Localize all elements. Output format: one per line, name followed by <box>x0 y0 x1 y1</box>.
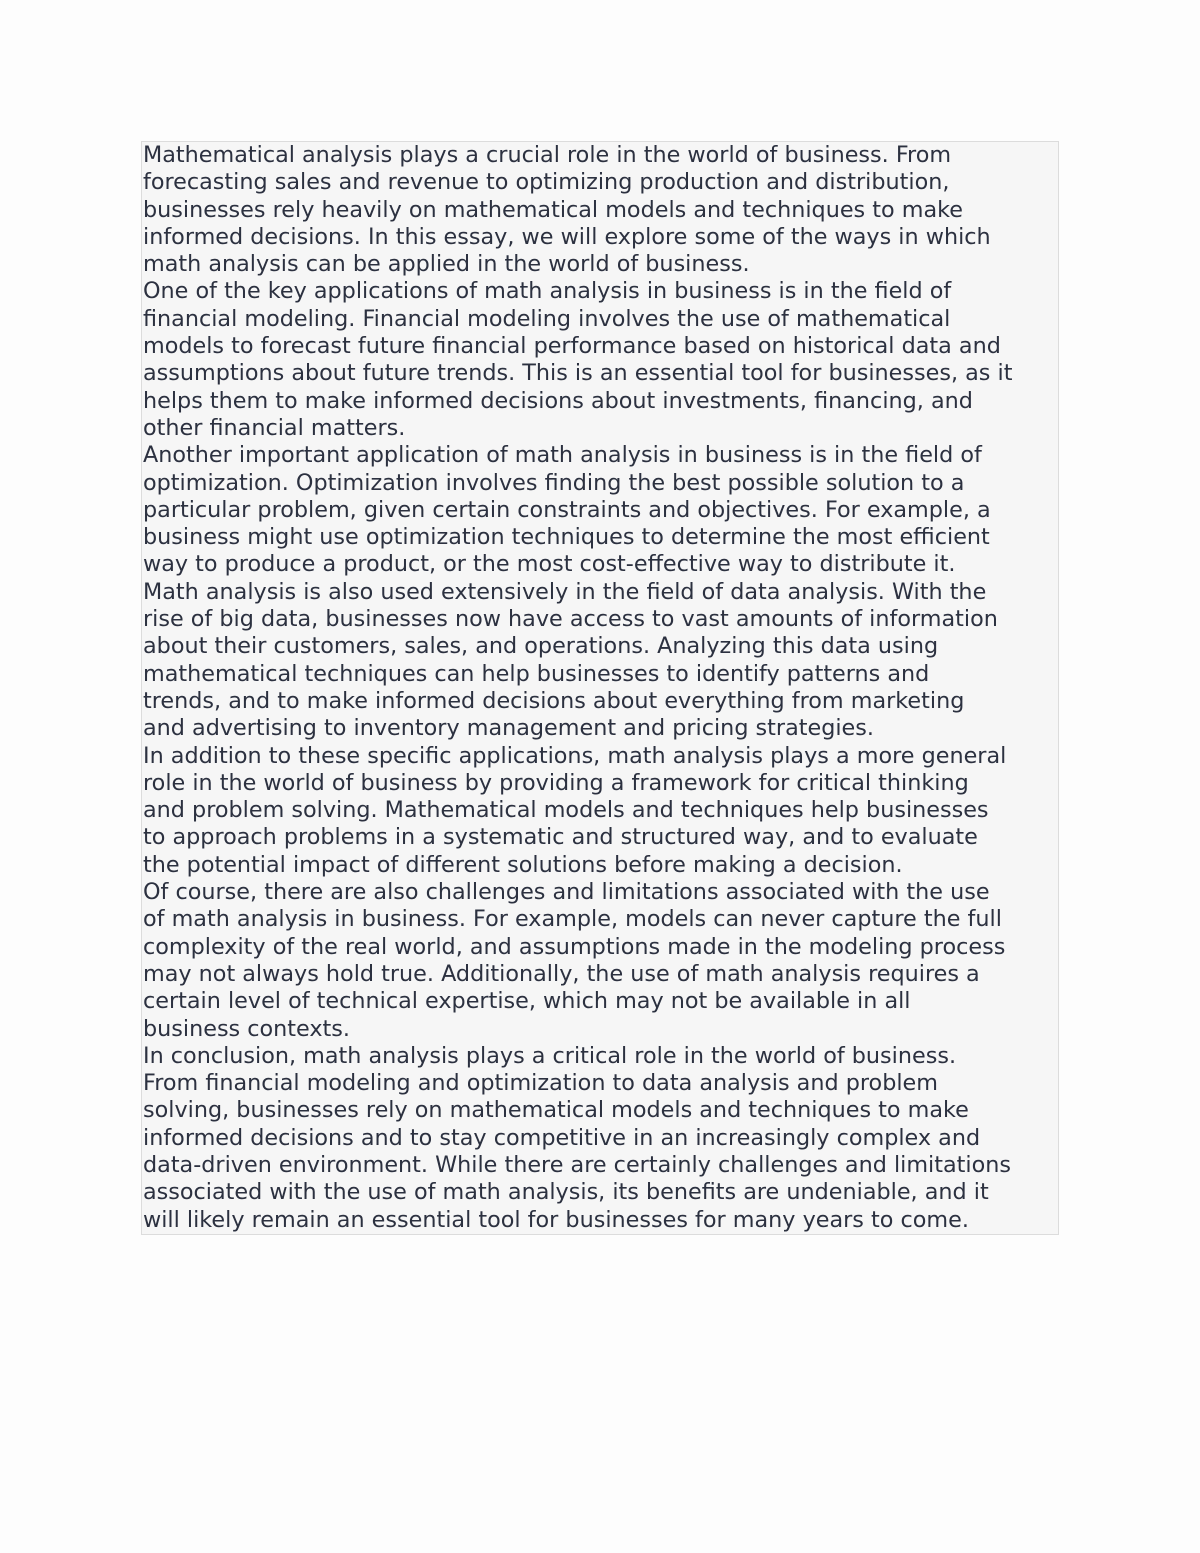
paragraph-financial-modeling: One of the key applications of math analysis in business is in the field of financial modeling. Financial modeling involves the use of mathematical models to forecast future financial performance based on historical data and assumptions about future trends. This is an essential tool for businesses, as it helps them to make informed decisions about investments, financing, and other financial matters. <box>143 278 1013 441</box>
paragraph-data-analysis: Math analysis is also used extensively in the field of data analysis. With the rise of big data, businesses now have access to vast amounts of information about their customers, sales, and operations. Analyzing this data using mathematical techniques can help businesses to identify patterns and trends, and to make informed decisions about everything from marketing and advertising to inventory management and pricing strategies. <box>143 578 998 742</box>
essay-text-block <box>141 141 1059 1235</box>
paragraph-introduction: Mathematical analysis plays a crucial role in the world of business. From forecasting sales and revenue to optimizing production and distribution, businesses rely heavily on mathematical models and techniques to make informed decisions. In this essay, we will explore some of the ways in which math analysis can be applied in the world of business. <box>143 142 991 278</box>
paragraph-challenges: Of course, there are also challenges and limitations associated with the use of math analysis in business. For example, models can never capture the full complexity of the real world, and assumptions made in the modeling process may not always hold true. Additionally, the use of math analysis requires a certain level of technical expertise, which may not be available in all business contexts. <box>143 879 1006 1042</box>
paragraph-critical-thinking: In addition to these specific applications, math analysis plays a more general role in the world of business by providing a framework for critical thinking and problem solving. Mathematical models and techniques help businesses to approach problems in a systematic and structured way, and to evaluate the potential impact of different solutions before making a decision. <box>143 742 1007 878</box>
paragraph-conclusion: In conclusion, math analysis plays a critical role in the world of business. From financial modeling and optimization to data analysis and problem solving, businesses rely on mathematical models and techniques to make informed decisions and to stay competitive in an increasingly complex and data-driven environment. While there are certainly challenges and limitations associated with the use of math analysis, its benefits are undeniable, and it will likely remain an essential tool for businesses for many years to come. <box>143 1042 1011 1233</box>
paragraph-optimization: Another important application of math analysis in business is in the field of optimization. Optimization involves finding the best possible solution to a particular problem, given certain constraints and objectives. For example, a business might use optimization techniques to determine the most efficient way to produce a product, or the most cost-effective way to distribute it. <box>143 442 991 578</box>
